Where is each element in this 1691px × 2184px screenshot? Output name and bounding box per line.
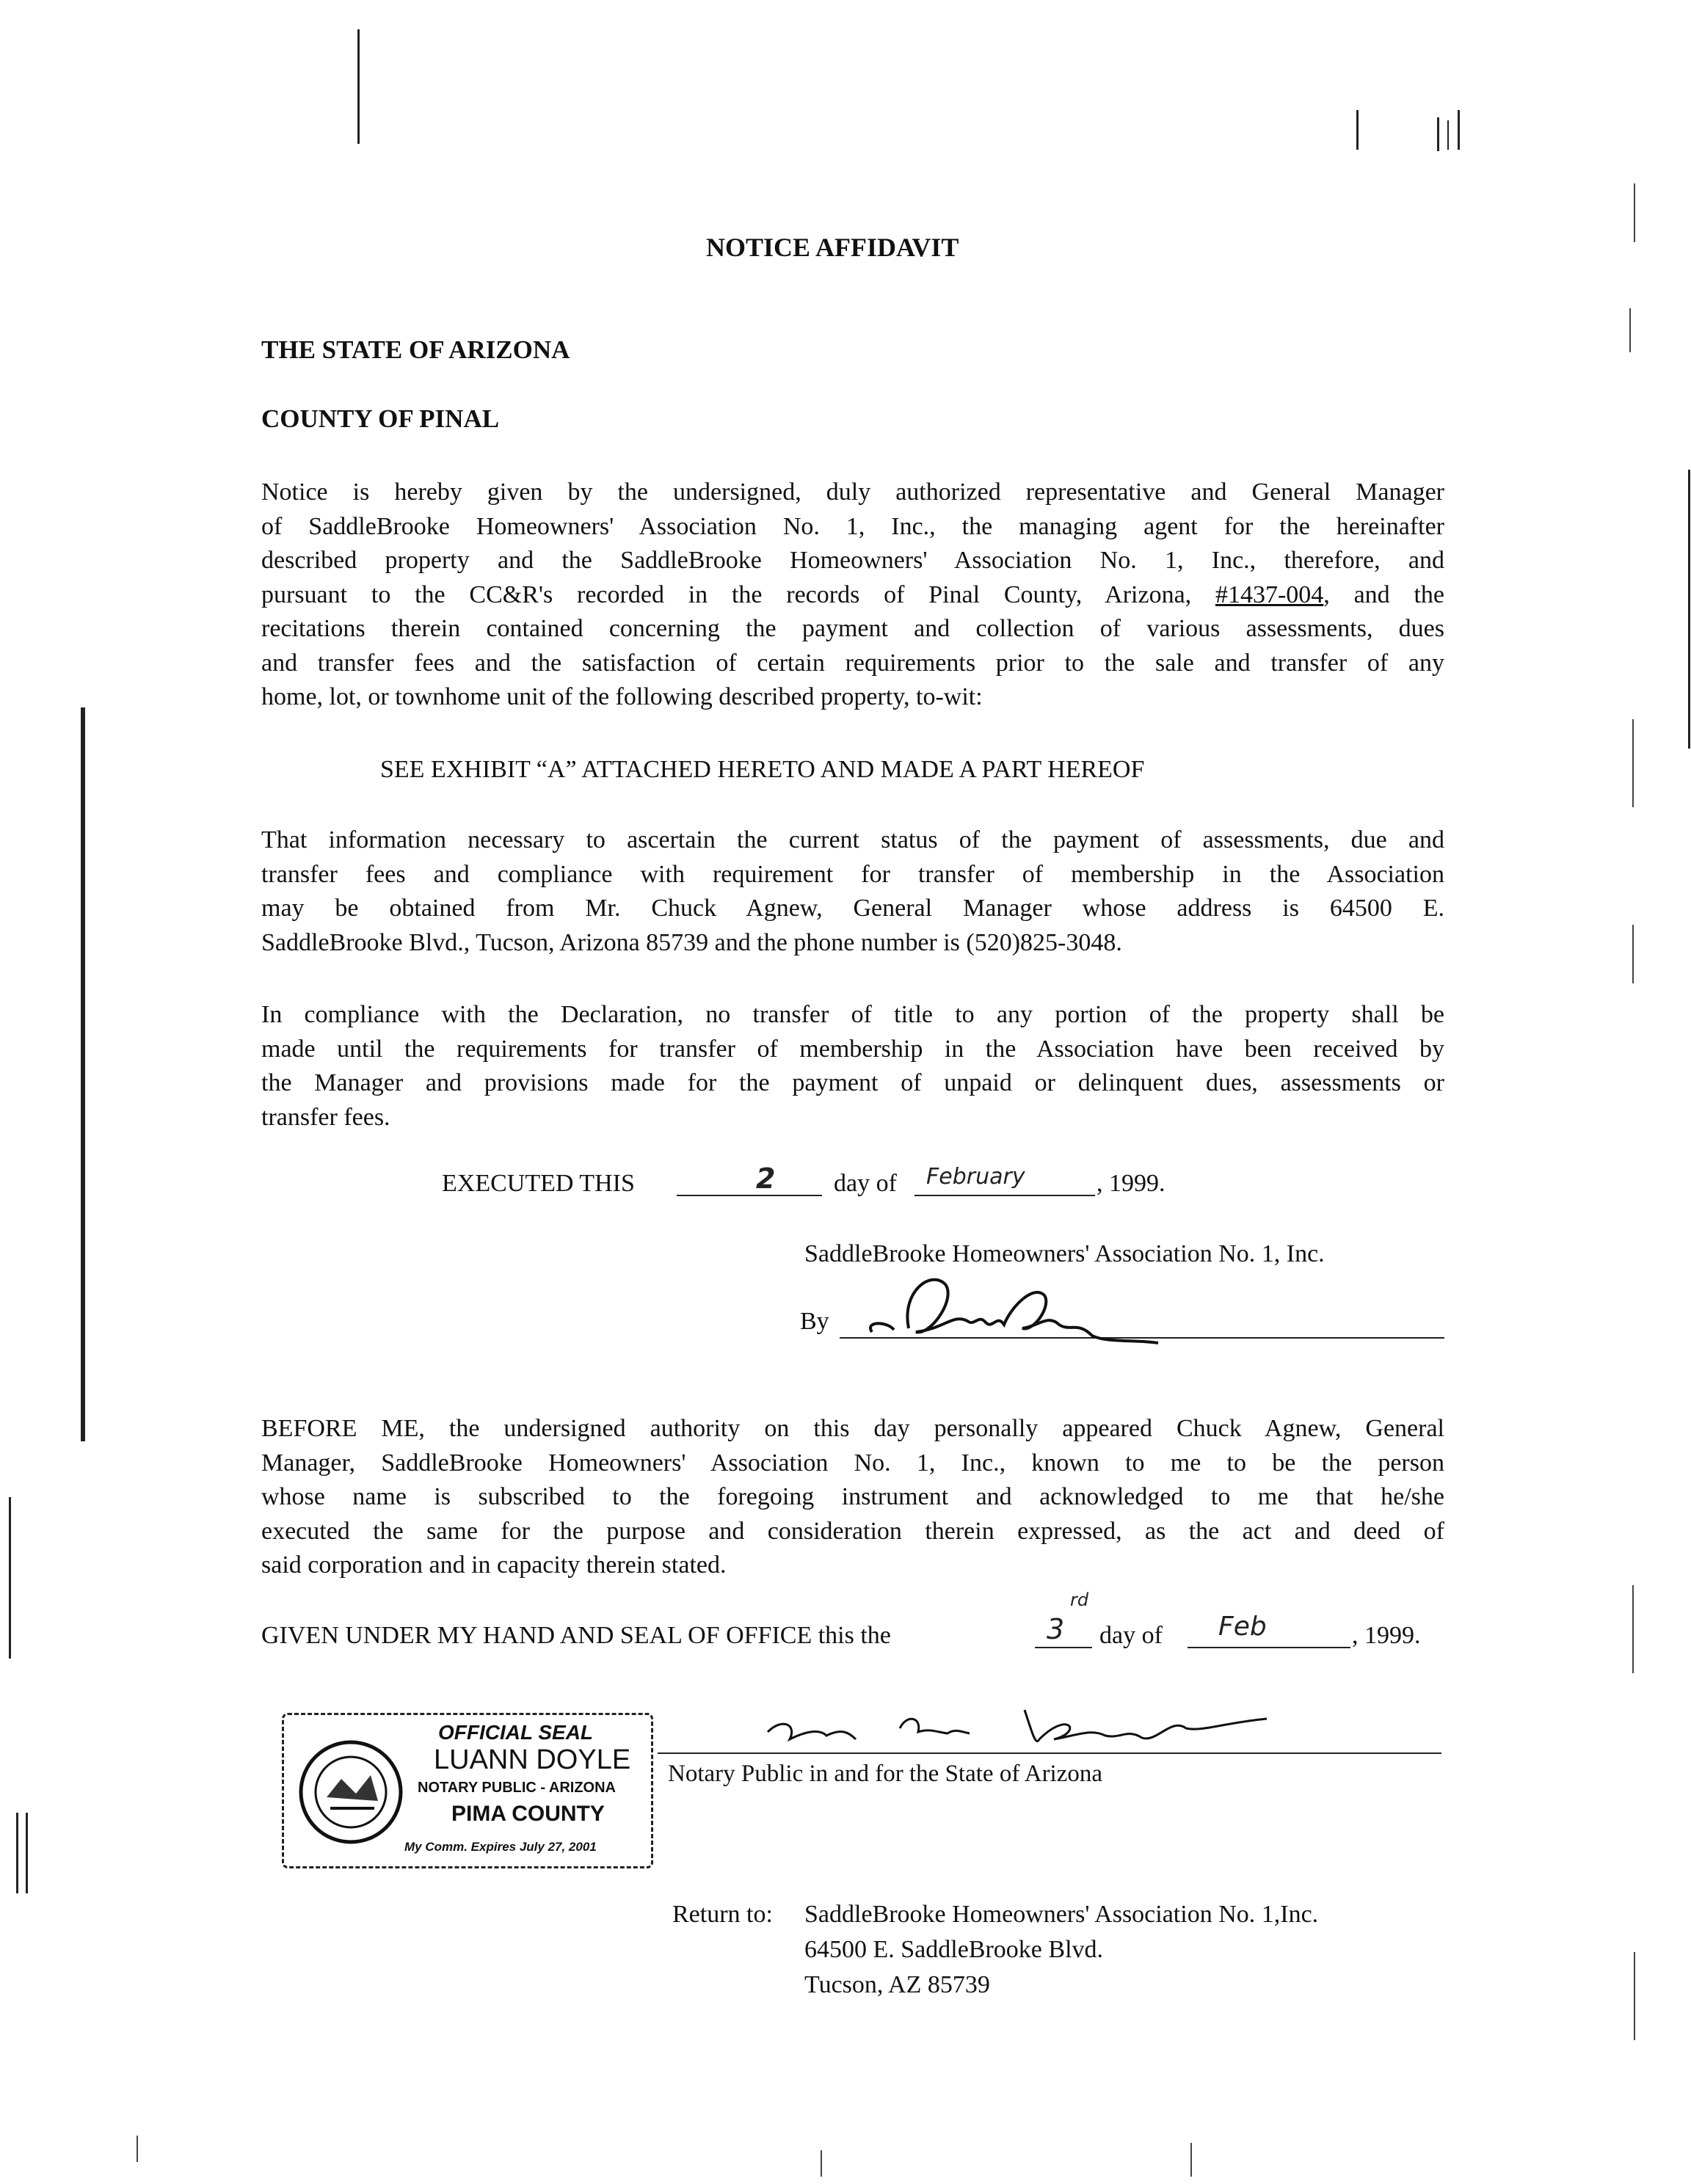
association-name: SaddleBrooke Homeowners' Association No. 1, Inc. — [804, 1240, 1325, 1267]
paragraph-line: Notice is hereby given by the undersigned, duly authorized representative and General Manager — [261, 478, 1444, 506]
notice-paragraph — [261, 476, 1444, 715]
scan-mark — [1458, 110, 1460, 150]
paragraph-line: SaddleBrooke Blvd., Tucson, Arizona 85739 and the phone number is (520)825-3048. — [261, 928, 1122, 956]
executed-month-blank — [914, 1195, 1095, 1196]
signature-2 — [760, 1688, 1274, 1761]
seal-line-3: NOTARY PUBLIC - ARIZONA — [418, 1780, 616, 1796]
scan-mark — [137, 2136, 138, 2162]
scan-mark — [1632, 1585, 1634, 1673]
paragraph-line: said corporation and in capacity therein stated. — [261, 1551, 727, 1579]
seal-line-4: PIMA COUNTY — [451, 1802, 605, 1826]
scan-mark — [26, 1813, 28, 1893]
notary-signature-line — [658, 1752, 1441, 1754]
scan-mark — [1437, 117, 1439, 151]
paragraph-line: described property and the SaddleBrooke Homeowners' Association No. 1, Inc., therefore, and — [261, 547, 1444, 574]
info-paragraph — [261, 823, 1444, 960]
given-prefix: GIVEN UNDER MY HAND AND SEAL OF OFFICE this the — [261, 1622, 891, 1649]
return-to-line-3: Tucson, AZ 85739 — [804, 1971, 990, 1998]
scan-mark — [1634, 1952, 1635, 2040]
given-month-blank — [1188, 1647, 1350, 1648]
seal-line-2: LUANN DOYLE — [434, 1744, 631, 1775]
given-day-blank — [1035, 1647, 1092, 1648]
scan-mark — [81, 707, 85, 1441]
county-line: COUNTY OF PINAL — [261, 404, 500, 433]
scan-mark — [1356, 110, 1359, 150]
return-to-line-2: 64500 E. SaddleBrooke Blvd. — [804, 1936, 1104, 1963]
by-label: By — [800, 1308, 829, 1335]
paragraph-line: made until the requirements for transfer of membership in the Association have been received by — [261, 1035, 1444, 1063]
paragraph-line: BEFORE ME, the undersigned authority on this day personally appeared Chuck Agnew, General — [261, 1415, 1444, 1442]
paragraph-line: transfer fees and compliance with requirement for transfer of membership in the Association — [261, 860, 1444, 888]
given-year: , 1999. — [1352, 1622, 1421, 1649]
paragraph-line: transfer fees. — [261, 1103, 390, 1131]
before-paragraph — [261, 1412, 1444, 1583]
scan-mark — [1632, 925, 1634, 983]
paragraph-line: home, lot, or townhome unit of the following described property, to-wit: — [261, 683, 983, 710]
paragraph-line: That information necessary to ascertain the current status of the payment of assessments, due and — [261, 826, 1444, 853]
given-month: Feb — [1218, 1612, 1267, 1642]
paragraph-line: may be obtained from Mr. Chuck Agnew, General Manager whose address is 64500 E. — [261, 895, 1444, 922]
paragraph-line: pursuant to the CC&R's recorded in the records of Pinal County, Arizona, #1437-004, and the — [261, 580, 1444, 608]
paragraph-line: and transfer fees and the satisfaction of certain requirements prior to the sale and transfer of any — [261, 649, 1444, 677]
record-number: #1437-004 — [1215, 580, 1324, 608]
scan-mark — [1634, 183, 1635, 242]
compliance-paragraph — [261, 998, 1444, 1135]
seal-line-1: OFFICIAL SEAL — [438, 1721, 594, 1744]
executed-day-of: day of — [834, 1170, 897, 1197]
state-seal-icon — [297, 1739, 404, 1846]
executed-prefix: EXECUTED THIS — [442, 1170, 635, 1197]
seal-line-5: My Comm. Expires July 27, 2001 — [404, 1840, 597, 1854]
scan-mark — [1632, 719, 1634, 807]
given-day: 3 — [1047, 1613, 1065, 1645]
scan-mark — [16, 1813, 18, 1893]
scan-mark — [9, 1497, 11, 1659]
paragraph-line: whose name is subscribed to the foregoing instrument and acknowledged to me that he/she — [261, 1483, 1444, 1510]
return-to-line-1: SaddleBrooke Homeowners' Association No. 1,Inc. — [804, 1901, 1319, 1928]
executed-day: 2 — [756, 1162, 776, 1195]
executed-month: February — [926, 1164, 1025, 1190]
notary-line: Notary Public in and for the State of Arizona — [668, 1761, 1103, 1787]
paragraph-line: executed the same for the purpose and consideration therein expressed, as the act and deed of — [261, 1517, 1444, 1545]
executed-year: , 1999. — [1097, 1170, 1165, 1197]
state-line: THE STATE OF ARIZONA — [261, 335, 570, 364]
paragraph-line: Manager, SaddleBrooke Homeowners' Association No. 1, Inc., known to me to be the person — [261, 1449, 1444, 1477]
scan-mark — [1629, 308, 1631, 352]
given-day-of: day of — [1099, 1622, 1163, 1649]
executed-day-blank — [677, 1195, 822, 1196]
paragraph-line: recitations therein contained concerning the payment and collection of various assessments, dues — [261, 615, 1444, 642]
paragraph-line: In compliance with the Declaration, no transfer of title to any portion of the property shall be — [261, 1001, 1444, 1028]
scan-mark — [821, 2150, 822, 2177]
paragraph-line: the Manager and provisions made for the payment of unpaid or delinquent dues, assessments or — [261, 1069, 1444, 1096]
signature-1 — [857, 1262, 1165, 1358]
return-to-label: Return to: — [672, 1901, 773, 1928]
scan-mark — [357, 29, 360, 144]
scan-mark — [1688, 470, 1690, 749]
document-title: NOTICE AFFIDAVIT — [706, 233, 959, 262]
scan-mark — [1447, 120, 1449, 150]
exhibit-line: SEE EXHIBIT “A” ATTACHED HERETO AND MADE A PART HEREOF — [380, 756, 1145, 783]
notary-seal-stamp — [282, 1713, 653, 1868]
given-day-suffix: rd — [1070, 1590, 1089, 1610]
paragraph-line: of SaddleBrooke Homeowners' Association No. 1, Inc., the managing agent for the hereinafter — [261, 512, 1444, 540]
scan-mark — [1190, 2143, 1192, 2177]
